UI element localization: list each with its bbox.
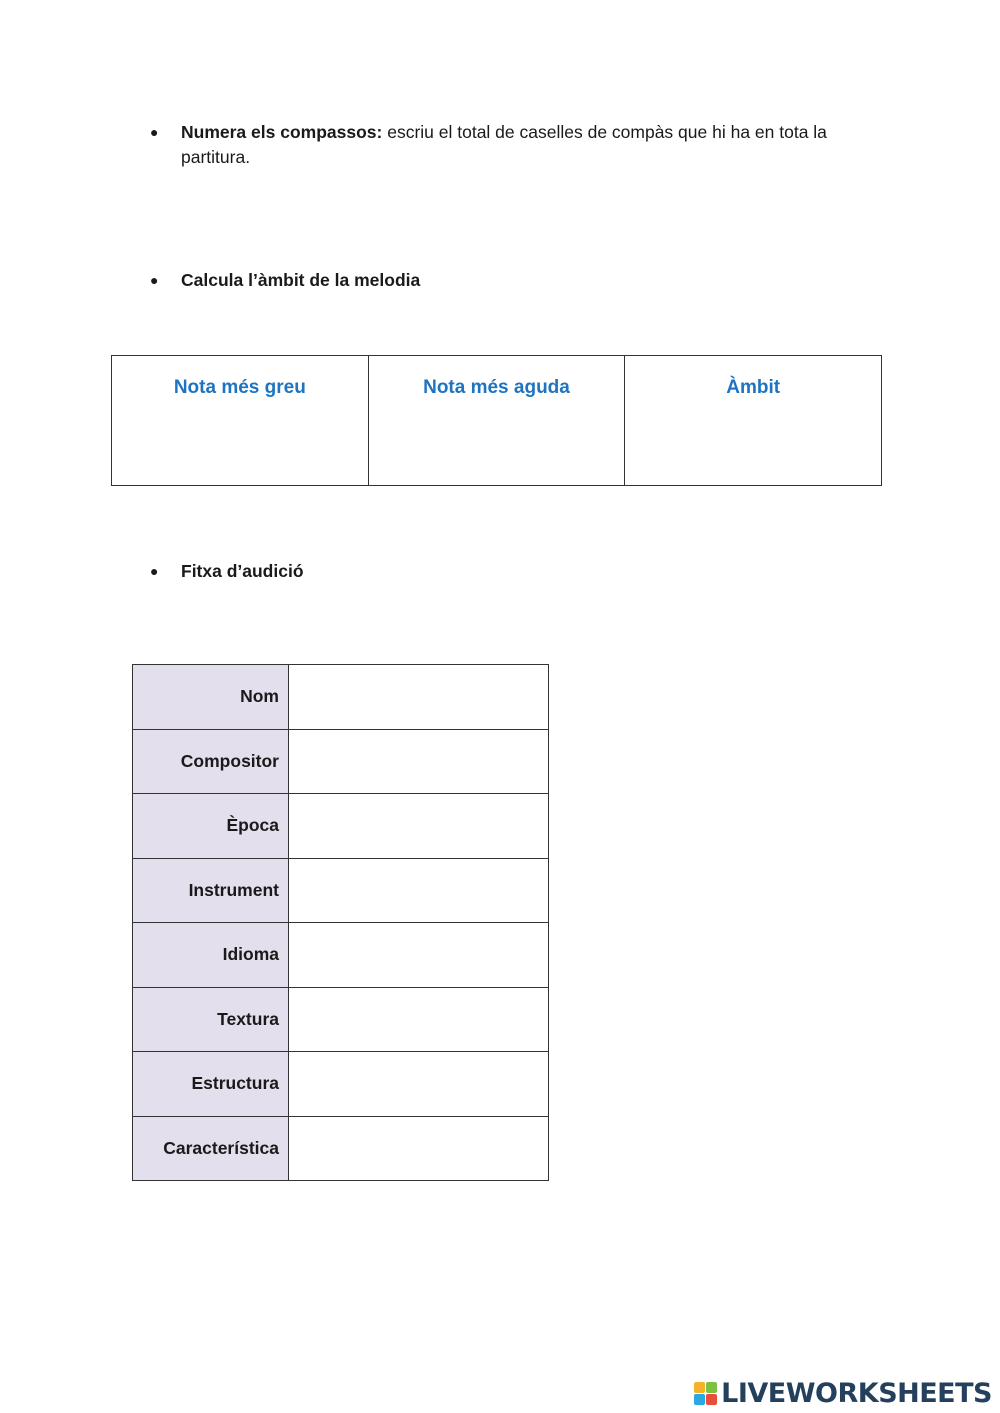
table-row	[133, 923, 549, 988]
table-row	[133, 665, 549, 730]
liveworksheets-logo-icon	[694, 1382, 717, 1405]
table-row	[112, 356, 882, 486]
bullet-bold: Fitxa d’audició	[181, 561, 304, 581]
row-value-field[interactable]	[289, 923, 549, 988]
row-label: Instrument	[133, 858, 289, 923]
bullet-bold: Calcula l’àmbit de la melodia	[181, 270, 421, 290]
ambit-header-nota-aguda: Nota més aguda	[368, 356, 625, 486]
row-label: Idioma	[133, 923, 289, 988]
ambit-header-ambit: Àmbit	[625, 356, 882, 486]
bullet-bold: Numera els compassos:	[181, 122, 383, 142]
row-label: Característica	[133, 1116, 289, 1181]
row-label: Època	[133, 794, 289, 859]
table-row	[133, 794, 549, 859]
bullet-rest: escriu el total de caselles de compàs que hi ha en tota la partitura.	[181, 122, 827, 167]
row-value-field[interactable]	[289, 987, 549, 1052]
fitxa-audicio-table	[132, 664, 549, 1181]
row-value-field[interactable]	[289, 858, 549, 923]
liveworksheets-logo	[694, 1376, 992, 1410]
table-row	[133, 729, 549, 794]
row-value-field[interactable]	[289, 1116, 549, 1181]
ambit-table	[111, 355, 882, 486]
ambit-header-nota-greu: Nota més greu	[112, 356, 369, 486]
table-row	[133, 1116, 549, 1181]
row-value-field[interactable]	[289, 1052, 549, 1117]
row-label: Nom	[133, 665, 289, 730]
bullet-dot: ●	[150, 124, 159, 140]
row-value-field[interactable]	[289, 729, 549, 794]
row-label: Compositor	[133, 729, 289, 794]
row-label: Estructura	[133, 1052, 289, 1117]
table-row	[133, 858, 549, 923]
table-row	[133, 987, 549, 1052]
table-row	[133, 1052, 549, 1117]
bullet-dot: ●	[150, 272, 159, 288]
row-label: Textura	[133, 987, 289, 1052]
row-value-field[interactable]	[289, 665, 549, 730]
logo-text: LIVEWORKSHEETS	[721, 1377, 992, 1409]
bullet-dot: ●	[150, 563, 159, 579]
row-value-field[interactable]	[289, 794, 549, 859]
